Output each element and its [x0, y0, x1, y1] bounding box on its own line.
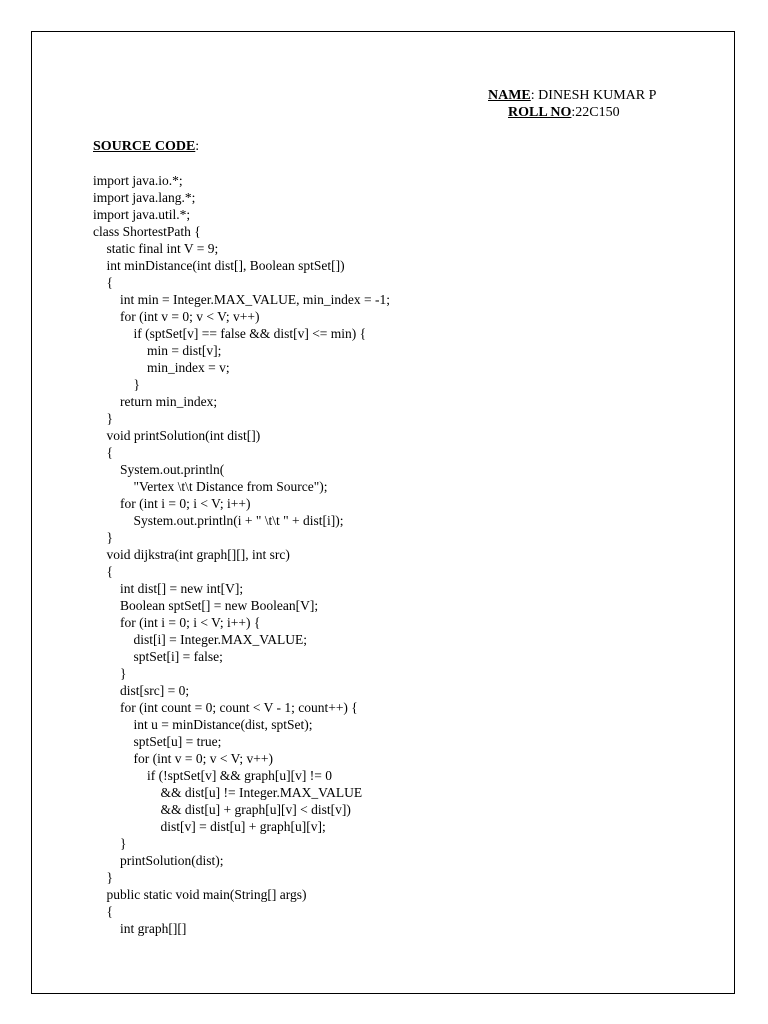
code-line: int min = Integer.MAX_VALUE, min_index = -1;	[93, 292, 390, 307]
code-line: }	[93, 836, 127, 851]
code-line: public static void main(String[] args)	[93, 887, 307, 902]
code-line: for (int i = 0; i < V; i++)	[93, 496, 251, 511]
code-line: int dist[] = new int[V];	[93, 581, 244, 596]
code-line: sptSet[u] = true;	[93, 734, 222, 749]
code-line: Boolean sptSet[] = new Boolean[V];	[93, 598, 319, 613]
code-line: }	[93, 870, 113, 885]
code-line: int minDistance(int dist[], Boolean sptSet[])	[93, 258, 345, 273]
code-line: import java.lang.*;	[93, 190, 196, 205]
roll-line	[488, 104, 656, 121]
roll-label: ROLL NO	[508, 105, 572, 120]
code-line: class ShortestPath {	[93, 224, 201, 239]
code-line: && dist[u] + graph[u][v] < dist[v])	[93, 802, 351, 817]
source-code	[93, 172, 390, 937]
code-line: int graph[][]	[93, 921, 187, 936]
code-line: System.out.println(i + " \t\t " + dist[i]);	[93, 513, 344, 528]
code-line: static final int V = 9;	[93, 241, 219, 256]
code-line: dist[src] = 0;	[93, 683, 190, 698]
section-title-label: SOURCE CODE	[93, 139, 196, 154]
code-line: for (int v = 0; v < V; v++)	[93, 751, 273, 766]
roll-value: :22C150	[571, 105, 620, 120]
code-line: }	[93, 377, 140, 392]
section-title	[93, 138, 199, 155]
code-line: {	[93, 904, 113, 919]
code-line: {	[93, 564, 113, 579]
code-line: for (int v = 0; v < V; v++)	[93, 309, 260, 324]
code-line: }	[93, 411, 113, 426]
code-line: return min_index;	[93, 394, 218, 409]
code-line: {	[93, 275, 113, 290]
name-label: NAME	[488, 88, 531, 103]
name-value: : DINESH KUMAR P	[530, 88, 657, 103]
code-line: if (!sptSet[v] && graph[u][v] != 0	[93, 768, 332, 783]
code-line: void dijkstra(int graph[][], int src)	[93, 547, 290, 562]
code-line: && dist[u] != Integer.MAX_VALUE	[93, 785, 363, 800]
code-line: for (int i = 0; i < V; i++) {	[93, 615, 261, 630]
name-line	[488, 87, 656, 104]
student-info	[488, 87, 656, 121]
code-line: void printSolution(int dist[])	[93, 428, 261, 443]
code-line: dist[v] = dist[u] + graph[u][v];	[93, 819, 326, 834]
code-line: }	[93, 666, 127, 681]
code-line: int u = minDistance(dist, sptSet);	[93, 717, 313, 732]
code-line: System.out.println(	[93, 462, 225, 477]
code-line: min_index = v;	[93, 360, 230, 375]
code-line: }	[93, 530, 113, 545]
code-line: "Vertex \t\t Distance from Source");	[93, 479, 328, 494]
code-line: printSolution(dist);	[93, 853, 224, 868]
code-line: import java.util.*;	[93, 207, 191, 222]
code-line: sptSet[i] = false;	[93, 649, 223, 664]
code-line: {	[93, 445, 113, 460]
code-line: for (int count = 0; count < V - 1; count++) {	[93, 700, 358, 715]
code-line: min = dist[v];	[93, 343, 222, 358]
code-line: if (sptSet[v] == false && dist[v] <= min) {	[93, 326, 367, 341]
code-line: dist[i] = Integer.MAX_VALUE;	[93, 632, 307, 647]
section-title-suffix: :	[195, 139, 200, 154]
code-line: import java.io.*;	[93, 173, 183, 188]
